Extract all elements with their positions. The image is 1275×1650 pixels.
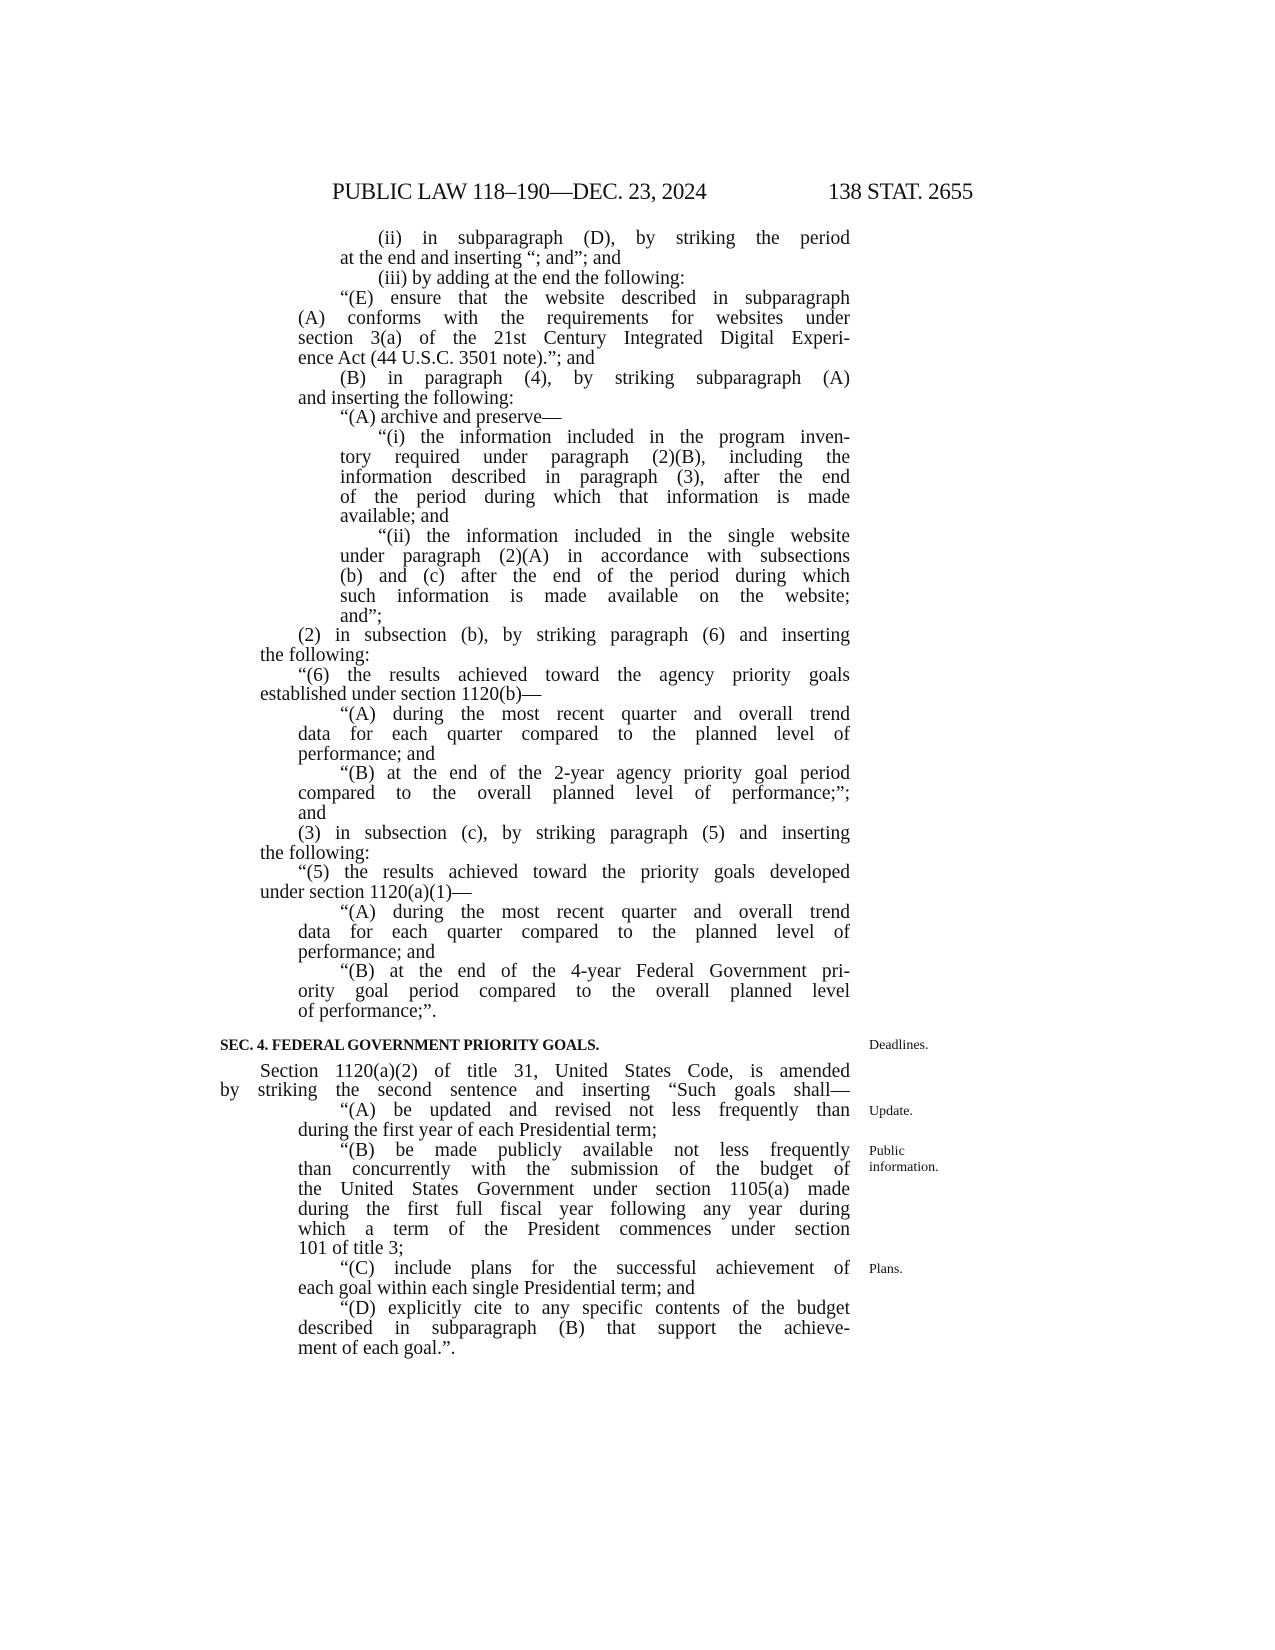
text-line: data for each quarter compared to the planned level of — [298, 724, 850, 745]
text-line: “(A) be updated and revised not less frequently than — [340, 1100, 850, 1121]
text-line: (b) and (c) after the end of the period during which — [340, 566, 850, 587]
text-line: (ii) in subparagraph (D), by striking the period — [378, 228, 850, 249]
text-line: each goal within each single Presidential term; and — [298, 1278, 695, 1299]
text-line: “(B) be made publicly available not less frequently — [340, 1140, 850, 1161]
text-line: (B) in paragraph (4), by striking subparagraph (A) — [340, 368, 850, 389]
running-header-page-ref: 138 STAT. 2655 — [828, 179, 973, 204]
text-line: the following: — [260, 645, 370, 666]
text-line: ority goal period compared to the overall planned level — [298, 981, 850, 1002]
text-line: “(5) the results achieved toward the priority goals developed — [298, 862, 850, 883]
text-line: (A) conforms with the requirements for websites under — [298, 308, 850, 329]
text-line: “(6) the results achieved toward the agency priority goals — [298, 665, 850, 686]
text-line: “(D) explicitly cite to any specific contents of the budget — [340, 1298, 850, 1319]
text-line: 101 of title 3; — [298, 1238, 404, 1259]
text-line: which a term of the President commences under section — [298, 1219, 850, 1240]
text-line: the United States Government under section 1105(a) made — [298, 1179, 850, 1200]
text-line: “(A) during the most recent quarter and overall trend — [340, 902, 850, 923]
text-line: such information is made available on the website; — [340, 586, 850, 607]
text-line: established under section 1120(b)— — [260, 684, 542, 705]
text-line: “(B) at the end of the 4-year Federal Government pri- — [340, 961, 850, 982]
text-line: (3) in subsection (c), by striking paragraph (5) and inserting — [298, 823, 850, 844]
text-line: (2) in subsection (b), by striking paragraph (6) and inserting — [298, 625, 850, 646]
text-line: during the first year of each Presidential term; — [298, 1120, 657, 1141]
text-line: ment of each goal.”. — [298, 1338, 456, 1359]
text-line: data for each quarter compared to the planned level of — [298, 922, 850, 943]
text-line: “(C) include plans for the successful achievement of — [340, 1258, 850, 1279]
text-line: and inserting the following: — [298, 388, 515, 409]
text-line: under section 1120(a)(1)— — [260, 882, 472, 903]
text-line: during the first full fiscal year following any year during — [298, 1199, 850, 1220]
text-line: “(E) ensure that the website described in subparagraph — [340, 288, 850, 309]
text-line: the following: — [260, 843, 370, 864]
text-line: section 3(a) of the 21st Century Integrated Digital Experi- — [298, 328, 850, 349]
text-line: available; and — [340, 506, 449, 527]
text-line: at the end and inserting “; and”; and — [340, 248, 622, 269]
text-line: “(ii) the information included in the single website — [378, 526, 850, 547]
text-line: ence Act (44 U.S.C. 3501 note).”; and — [298, 348, 595, 369]
text-line: tory required under paragraph (2)(B), including the — [340, 447, 850, 468]
text-line: described in subparagraph (B) that support the achieve- — [298, 1318, 850, 1339]
text-line: “(i) the information included in the program inven- — [378, 427, 850, 448]
text-line: information described in paragraph (3), after the end — [340, 467, 850, 488]
running-header-title: PUBLIC LAW 118–190—DEC. 23, 2024 — [332, 179, 707, 204]
section-heading: SEC. 4. FEDERAL GOVERNMENT PRIORITY GOALS. — [220, 1037, 600, 1054]
text-line: (iii) by adding at the end the following: — [378, 268, 686, 289]
text-line: Section 1120(a)(2) of title 31, United States Code, is amended — [260, 1061, 850, 1082]
margin-note-deadlines: Deadlines. — [869, 1038, 929, 1053]
margin-note-plans: Plans. — [869, 1262, 903, 1277]
text-line: compared to the overall planned level of performance;”; — [298, 783, 850, 804]
text-line: “(A) during the most recent quarter and overall trend — [340, 704, 850, 725]
margin-note-public: Public — [869, 1144, 905, 1159]
text-line: and”; — [340, 606, 383, 627]
text-line: than concurrently with the submission of the budget of — [298, 1159, 850, 1180]
margin-note-update: Update. — [869, 1104, 913, 1119]
text-line: of performance;”. — [298, 1001, 437, 1022]
text-line: under paragraph (2)(A) in accordance with subsections — [340, 546, 850, 567]
text-line: performance; and — [298, 942, 435, 963]
text-line: “(B) at the end of the 2-year agency priority goal period — [340, 763, 850, 784]
text-line: “(A) archive and preserve— — [340, 407, 562, 428]
text-line: performance; and — [298, 744, 435, 765]
text-line: by striking the second sentence and inserting “Such goals shall— — [220, 1080, 850, 1101]
margin-note-information: information. — [869, 1160, 939, 1175]
text-line: of the period during which that information is made — [340, 487, 850, 508]
text-line: and — [298, 803, 327, 824]
